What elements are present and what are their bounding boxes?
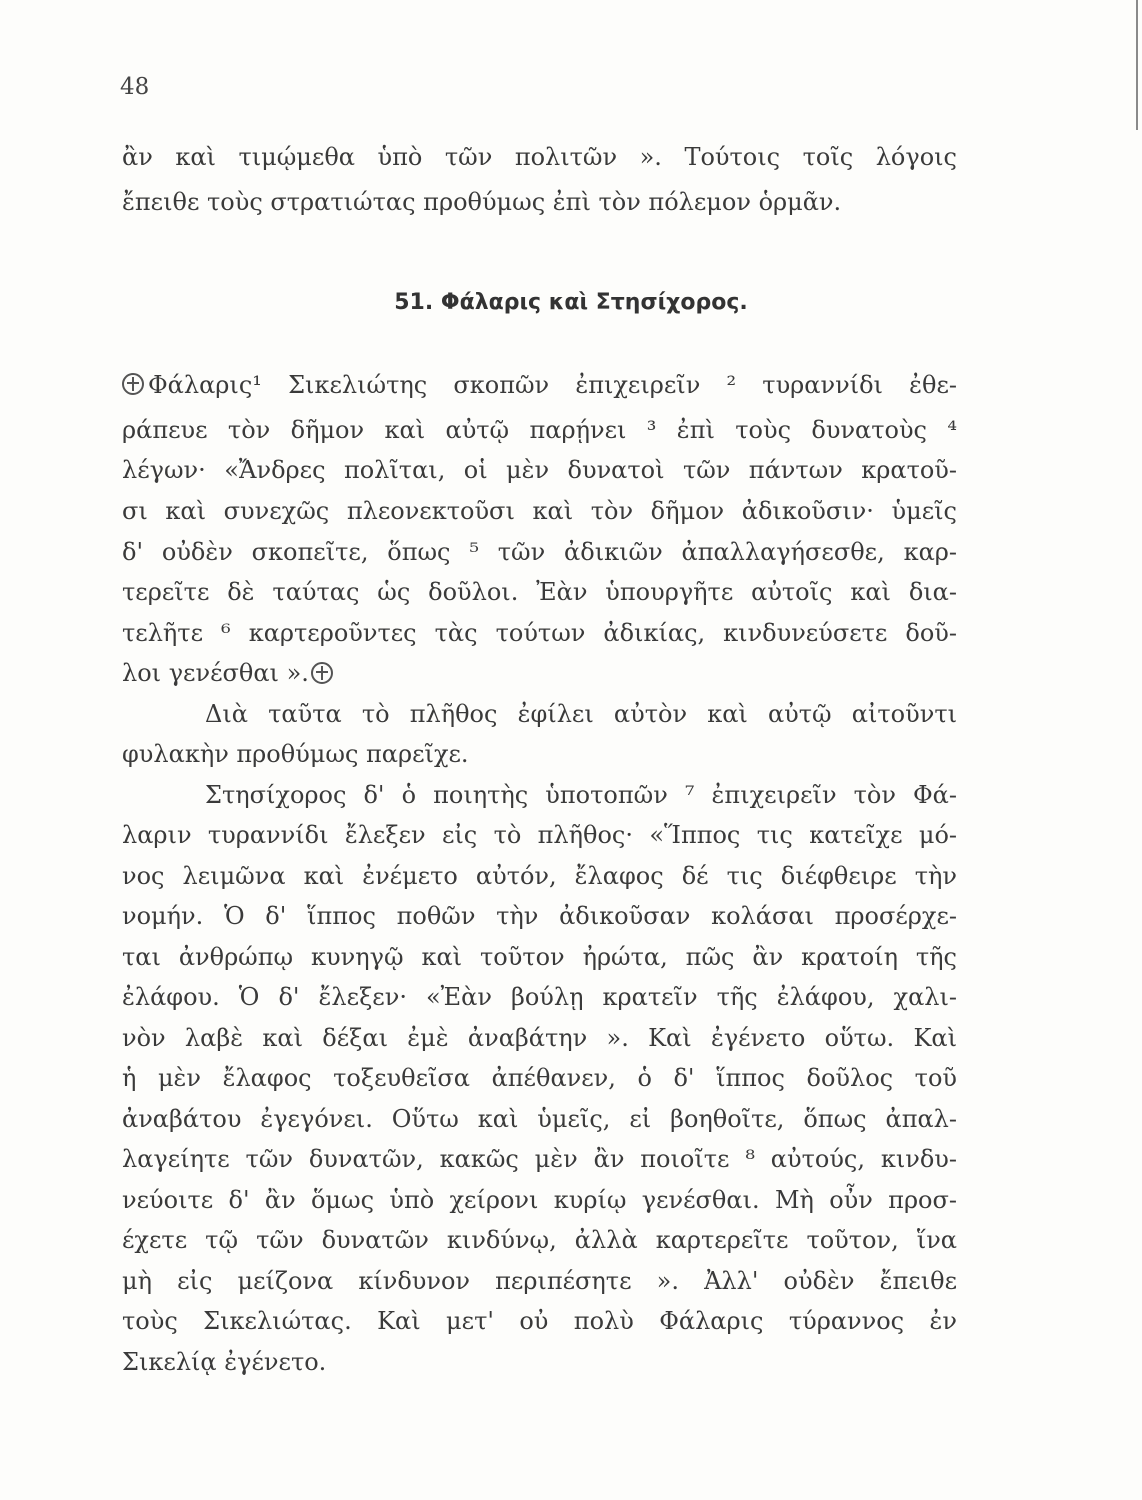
text-line: ἂν καὶ τιμῴμεθα ὑπὸ τῶν πολιτῶν ». Τούτοις τοῖς λόγοις — [122, 143, 957, 171]
text-line: Σικελίᾳ ἐγένετο. — [122, 1348, 327, 1376]
cross-circle-icon — [311, 662, 333, 684]
text-line: έχετε τῷ τῶν δυνατῶν κινδύνῳ, ἀλλὰ καρτερεῖτε τοῦτον, ἵνα — [122, 1226, 957, 1254]
text-line: λαριν τυραννίδι ἔλεξεν εἰς τὸ πλῆθος· «Ἵππος τις κατεῖχε μό- — [122, 821, 957, 849]
text-line: Διὰ ταῦτα τὸ πλῆθος ἐφίλει αὐτὸν καὶ αὐτῷ αἰτοῦντι — [205, 700, 957, 728]
text-line: τελῆτε ⁶ καρτεροῦντες τὰς τούτων ἀδικίας, κινδυνεύσετε δοῦ- — [122, 619, 957, 647]
text-line: Φάλαρις¹ Σικελιώτης σκοπῶν ἐπιχειρεῖν ² τυραννίδι ἐθε- — [148, 371, 957, 399]
text-line: λοι γενέσθαι ». — [122, 659, 309, 687]
text-line: δ' οὐδὲν σκοπεῖτε, ὅπως ⁵ τῶν ἀδικιῶν ἀπαλλαγήσεσθε, καρ- — [122, 538, 957, 566]
text-line: ἡ μὲν ἔλαφος τοξευθεῖσα ἀπέθανεν, ὁ δ' ἵππος δοῦλος τοῦ — [122, 1064, 957, 1092]
text-line: μὴ εἰς μείζονα κίνδυνον περιπέσητε ». Ἀλλ' οὐδὲν ἔπειθε — [122, 1267, 957, 1295]
text-line: σι καὶ συνεχῶς πλεονεκτοῦσι καὶ τὸν δῆμον ἀδικοῦσιν· ὑμεῖς — [122, 497, 957, 525]
text-line: λαγείητε τῶν δυνατῶν, κακῶς μὲν ἂν ποιοῖτε ⁸ αὐτούς, κινδυ- — [122, 1145, 957, 1173]
text-line: Στησίχορος δ' ὁ ποιητὴς ὑποτοπῶν ⁷ ἐπιχειρεῖν τὸν Φά- — [205, 781, 957, 809]
text-line: ἀναβάτου ἐγεγόνει. Οὕτω καὶ ὑμεῖς, εἰ βοηθοῖτε, ὅπως ἀπαλ- — [122, 1105, 957, 1133]
text-line: ἔπειθε τοὺς στρατιώτας προθύμως ἐπὶ τὸν πόλεμον ὁρμᾶν. — [122, 188, 842, 216]
text-line: ράπευε τὸν δῆμον καὶ αὐτῷ παρῄνει ³ ἐπὶ τοὺς δυνατοὺς ⁴ — [122, 416, 957, 444]
text-line: τερεῖτε δὲ ταύτας ὡς δοῦλοι. Ἐὰν ὑπουργῆτε αὐτοῖς καὶ δια- — [122, 578, 957, 606]
section-heading: 51. Φάλαρις καὶ Στησίχορος. — [394, 290, 748, 315]
text-line: φυλακὴν προθύμως παρεῖχε. — [122, 740, 469, 768]
page-edge — [1136, 0, 1138, 130]
text-line: νος λειμῶνα καὶ ἐνέμετο αὐτόν, ἔλαφος δέ τις διέφθειρε τὴν — [122, 862, 957, 890]
text-line: νὸν λαβὲ καὶ δέξαι ἐμὲ ἀναβάτην ». Καὶ ἐγένετο οὕτω. Καὶ — [122, 1024, 957, 1052]
text-line: ἐλάφου. Ὁ δ' ἔλεξεν· «Ἐὰν βούλῃ κρατεῖν τῆς ἐλάφου, χαλι- — [122, 983, 957, 1011]
cross-circle-icon — [122, 373, 144, 395]
page-number: 48 — [120, 74, 150, 100]
text-line: νεύοιτε δ' ἂν ὅμως ὑπὸ χείρονι κυρίῳ γενέσθαι. Μὴ οὖν προσ- — [122, 1186, 957, 1214]
text-line-with-marker — [122, 656, 333, 690]
text-line: νομήν. Ὁ δ' ἵππος ποθῶν τὴν ἀδικοῦσαν κολάσαι προσέρχε- — [122, 902, 957, 930]
text-line: λέγων· «Ἄνδρες πολῖται, οἱ μὲν δυνατοὶ τῶν πάντων κρατοῦ- — [122, 456, 957, 484]
text-line: ται ἀνθρώπῳ κυνηγῷ καὶ τοῦτον ἠρώτα, πῶς ἂν κρατοίη τῆς — [122, 943, 957, 971]
text-line: τοὺς Σικελιώτας. Καὶ μετ' οὐ πολὺ Φάλαρις τύραννος ἐν — [122, 1307, 957, 1335]
